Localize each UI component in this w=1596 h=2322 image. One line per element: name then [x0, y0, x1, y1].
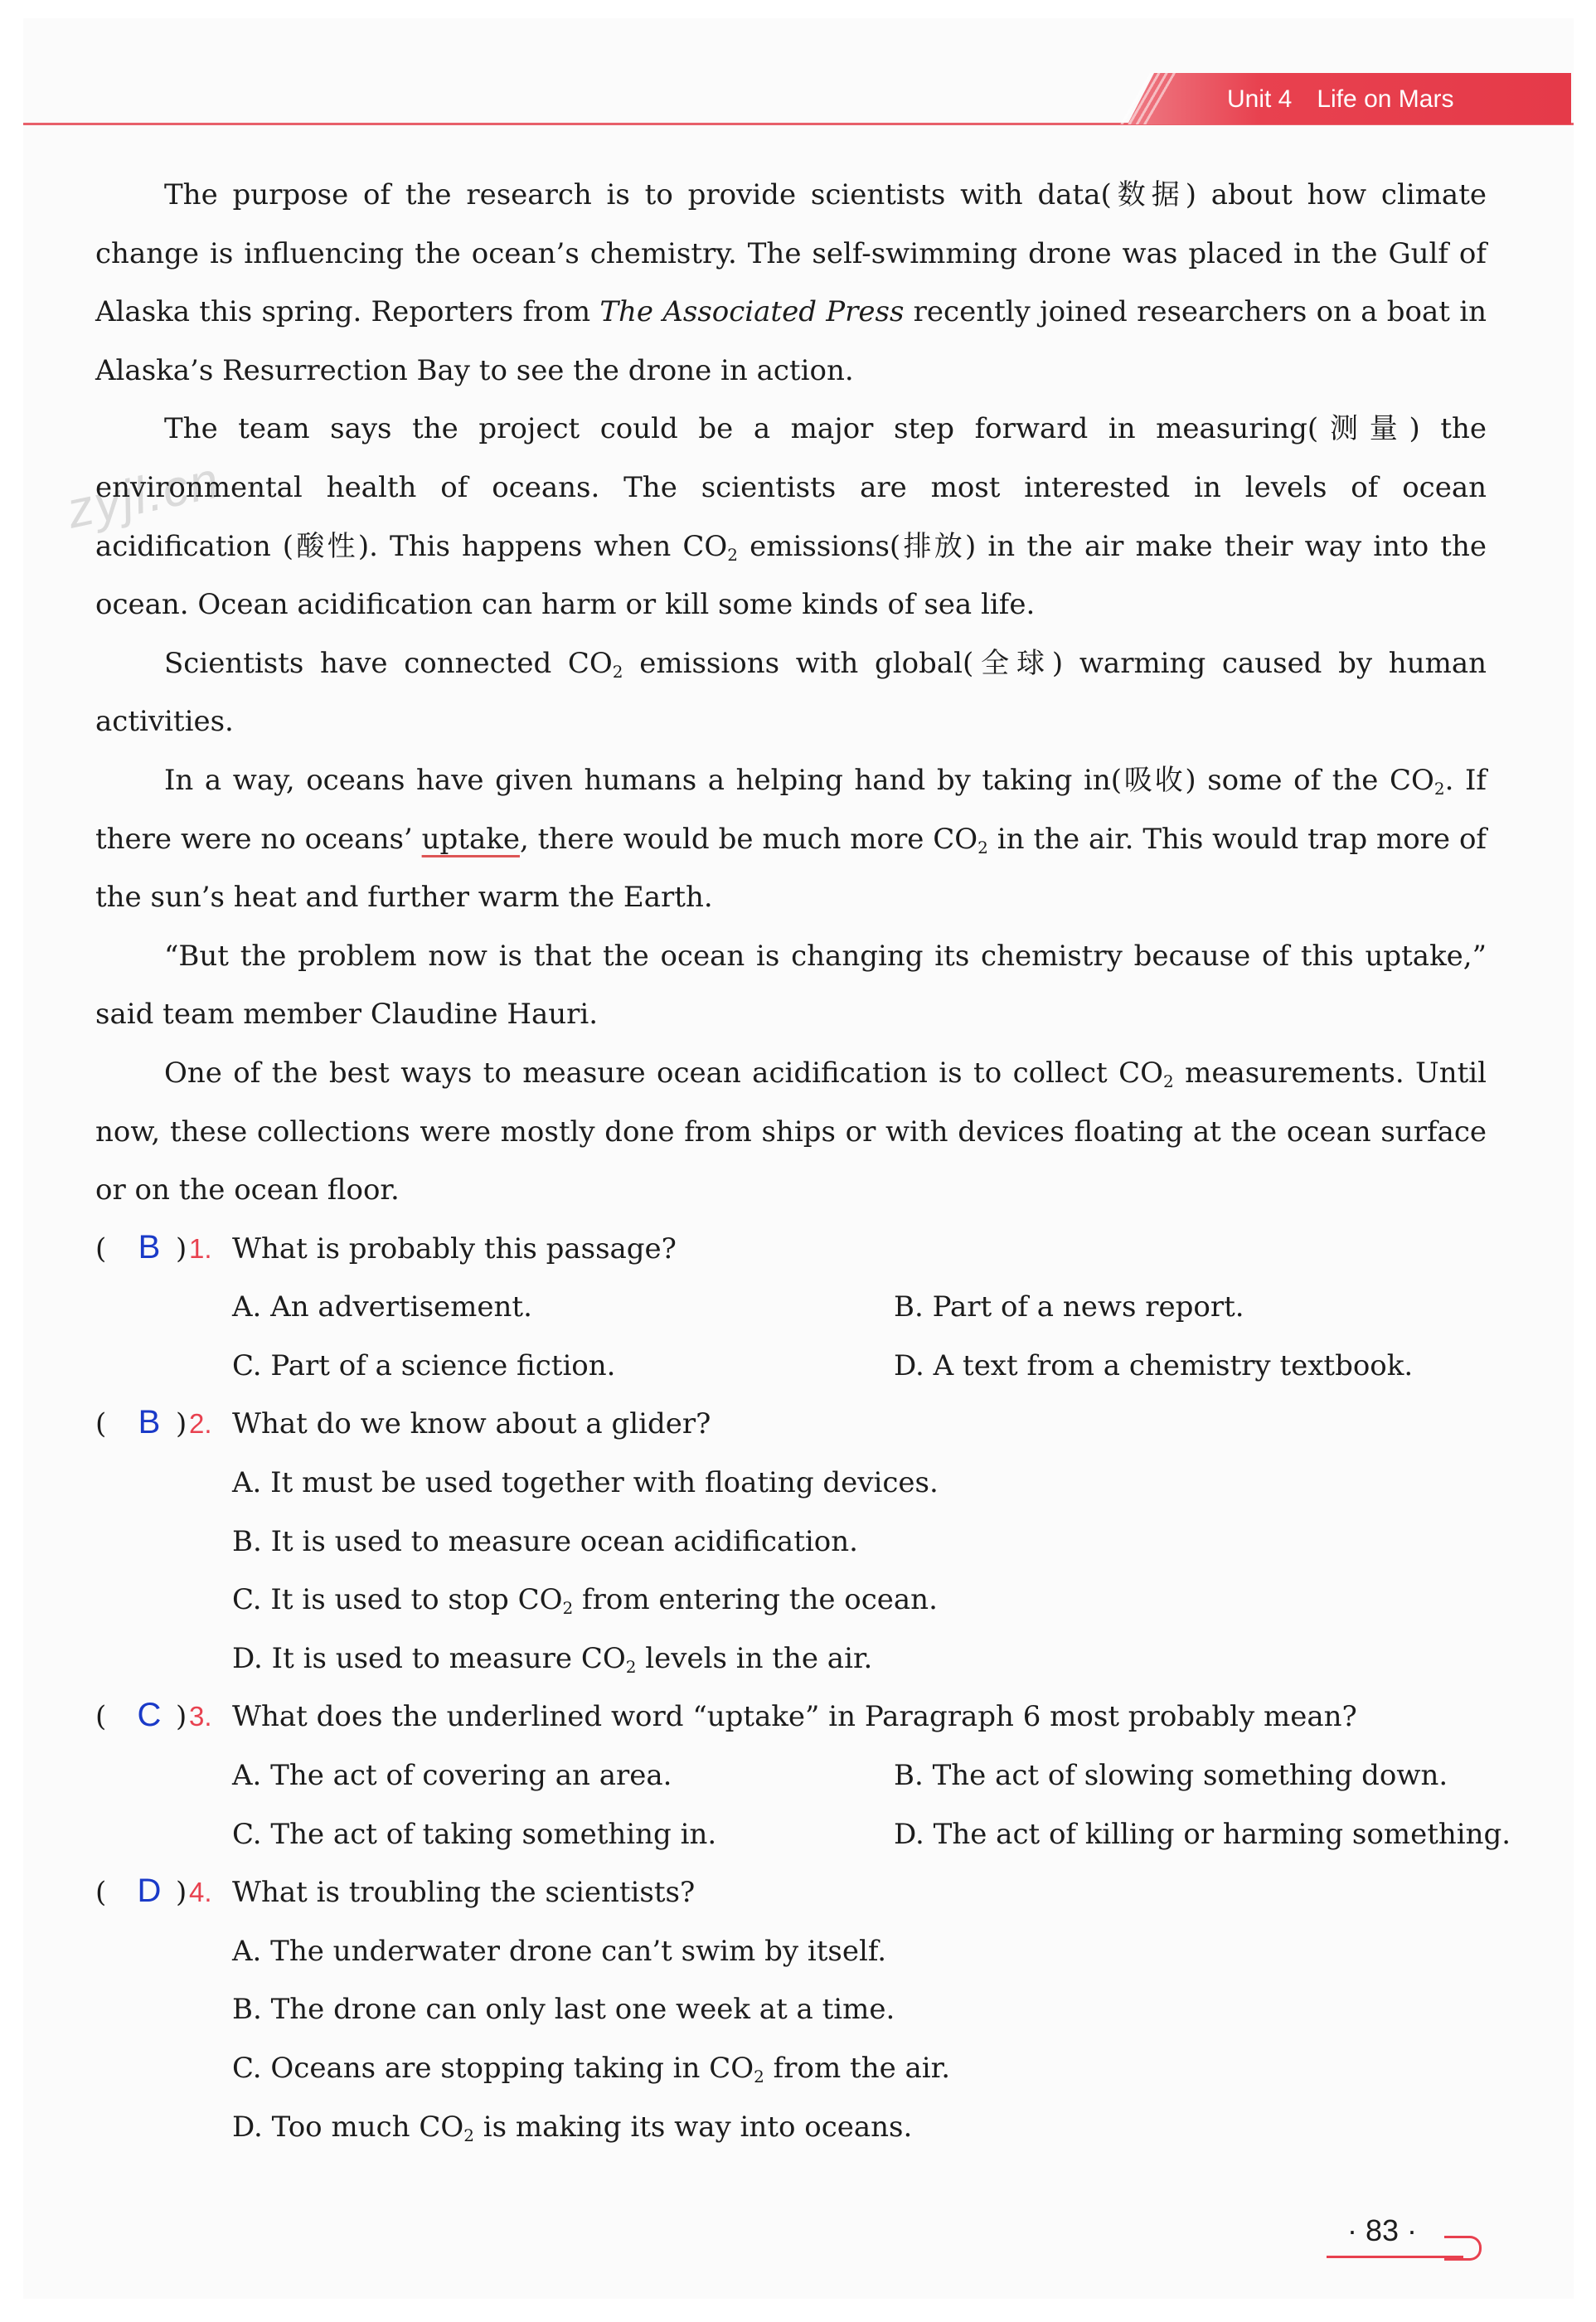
option-c: C. Oceans are stopping taking in $CO_2$ from the air. — [232, 2052, 950, 2086]
question-text: What is troubling the scientists? — [232, 1876, 696, 1910]
passage — [95, 166, 1511, 2156]
option-row — [95, 1922, 1487, 1981]
question-text: What do we know about a glider? — [232, 1407, 711, 1441]
option-b: B. Part of a news report. — [894, 1290, 1244, 1324]
watermark: zyjl.cn — [61, 451, 226, 540]
option-row — [95, 1454, 1487, 1513]
option-c: C. It is used to stop $CO_2$ from entering the ocean. — [232, 1583, 938, 1619]
option-row — [95, 1746, 1487, 1805]
paragraph-2: The team says the project could be a major step forward in measuring(测量) the environmental health of oceans. The scientists are most interested in levels of ocean acidification (酸性). This happens when $CO_2$ emissions(排放) in the air make their way into the ocean. Ocean acidification can harm or kill some kinds of sea life. — [95, 412, 1487, 622]
unit-label: Unit 4 — [1227, 85, 1293, 113]
option-row — [95, 1805, 1511, 1864]
question-number: 3. — [189, 1701, 212, 1732]
option-row — [95, 1630, 1487, 1688]
unit-title: Life on Mars — [1317, 85, 1454, 113]
header-title — [1227, 81, 1453, 118]
underlined-word: uptake — [421, 822, 520, 856]
question-4: ( D ) 4. What is troubling the scientists? — [95, 1863, 1487, 1922]
publication-name: The Associated Press — [599, 295, 905, 329]
answer-3: C — [137, 1697, 162, 1734]
question-number: 4. — [189, 1877, 212, 1908]
answer-1: B — [138, 1228, 161, 1265]
option-row — [95, 2098, 1487, 2157]
paragraph-3: Scientists have connected $CO_2$ emissions with global(全球) warming caused by human activities. — [95, 646, 1487, 739]
paragraph-5: “But the problem now is that the ocean is changing its chemistry because of this uptake,” said team member Claudine Hauri. — [95, 939, 1487, 1032]
option-row — [95, 1980, 1487, 2039]
option-row — [95, 1571, 1487, 1630]
question-1: ( B ) 1. What is probably this passage? — [95, 1220, 1487, 1279]
option-a: A. The underwater drone can’t swim by itself. — [232, 1934, 887, 1968]
option-row — [95, 1278, 1487, 1337]
option-b: B. The drone can only last one week at a time. — [232, 1993, 895, 2027]
option-a: A. An advertisement. — [232, 1290, 532, 1324]
question-number: 1. — [189, 1232, 212, 1264]
option-row — [95, 1337, 1487, 1396]
footer-hook-ornament — [1444, 2236, 1482, 2261]
paragraph-6: One of the best ways to measure ocean acidification is to collect $CO_2$ measurements. Until now, these collections were mostly done from ships or with devices floating at the ocean surface or on the ocean floor. — [95, 1056, 1487, 1207]
option-row — [95, 1513, 1487, 1571]
paragraph-1: The purpose of the research is to provide scientists with data(数据) about how climate change is influencing the ocean’s chemistry. The self-swimming drone was placed in the Gulf of Alaska this spring. Reporters from The Associated Press recently joined researchers on a boat in Alaska’s Resurrection Bay to see the drone in action. — [95, 178, 1487, 387]
question-2: ( B ) 2. What do we know about a glider? — [95, 1395, 1487, 1454]
question-3: ( C ) 3. What does the underlined word “uptake” in Paragraph 6 most probably mean? — [95, 1688, 1487, 1746]
option-b: B. The act of slowing something down. — [894, 1759, 1448, 1793]
question-text: What is probably this passage? — [232, 1231, 677, 1265]
question-text: What does the underlined word “uptake” in Paragraph 6 most probably mean? — [232, 1700, 1357, 1734]
answer-2: B — [138, 1404, 161, 1441]
page-number: · 83 · — [1347, 2213, 1418, 2247]
option-d: D. The act of killing or harming something. — [894, 1817, 1511, 1851]
footer-rule — [1327, 2256, 1463, 2258]
question-number: 2. — [189, 1408, 212, 1440]
option-d: D. Too much $CO_2$ is making its way into oceans. — [232, 2110, 913, 2145]
paragraph-4: In a way, oceans have given humans a helping hand by taking in(吸收) some of the $CO_2$. If there were no oceans’ uptake, there would be much more $CO_2$ in the air. This would trap more of the sun’s heat and further warm the Earth. — [95, 763, 1487, 915]
option-d: D. It is used to measure $CO_2$ levels in the air. — [232, 1641, 873, 1677]
option-a: A. It must be used together with floating devices. — [232, 1466, 939, 1500]
option-a: A. The act of covering an area. — [232, 1759, 672, 1793]
option-d: D. A text from a chemistry textbook. — [894, 1348, 1414, 1382]
option-b: B. It is used to measure ocean acidification. — [232, 1524, 858, 1558]
answer-4: D — [137, 1873, 162, 1910]
option-c: C. Part of a science fiction. — [232, 1348, 616, 1382]
option-row — [95, 2039, 1487, 2098]
option-c: C. The act of taking something in. — [232, 1817, 717, 1851]
